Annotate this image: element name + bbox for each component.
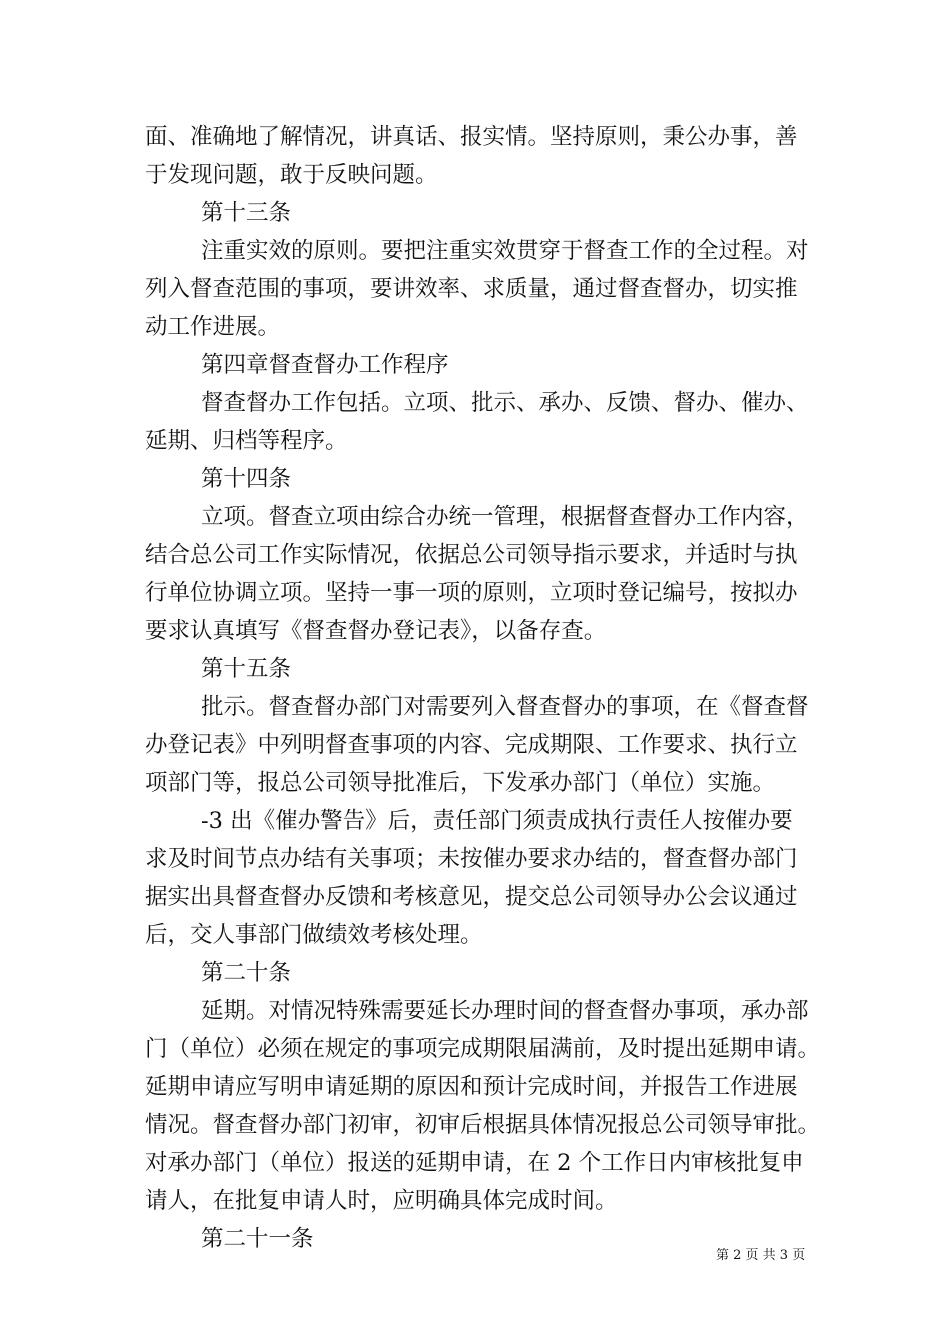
text-line: 督查督办工作包括。立项、批示、承办、反馈、督办、催办、 (201, 390, 809, 416)
text-line: 动工作进展。 (145, 314, 281, 340)
document-body (145, 118, 825, 1258)
text-line: 于发现问题，敢于反映问题。 (145, 162, 438, 188)
text-line: -3 出《催办警告》后，责任部门须责成执行责任人按催办要 (201, 808, 793, 834)
text-line: 请人，在批复申请人时，应明确具体完成时间。 (145, 1188, 618, 1214)
text-line: 门（单位）必须在规定的事项完成期限届满前，及时提出延期申请。 (145, 1036, 821, 1062)
text-line: 对承办部门（单位）报送的延期申请，在 2 个工作日内审核批复申 (145, 1150, 804, 1176)
article-heading: 第十四条 (201, 466, 292, 492)
text-line: 注重实效的原则。要把注重实效贯穿于督查工作的全过程。对 (201, 238, 809, 264)
text-line: 立项。督查立项由综合办统一管理，根据督查督办工作内容， (201, 504, 809, 530)
text-line: 延期申请应写明申请延期的原因和预计完成时间，并报告工作进展 (145, 1074, 798, 1100)
text-line: 办登记表》中列明督查事项的内容、完成期限、工作要求、执行立 (145, 732, 798, 758)
chapter-heading: 第四章督查督办工作程序 (201, 352, 449, 378)
article-heading: 第十三条 (201, 200, 292, 226)
text-line: 面、准确地了解情况，讲真话、报实情。坚持原则，秉公办事，善 (145, 124, 798, 150)
text-line: 行单位协调立项。坚持一事一项的原则，立项时登记编号，按拟办 (145, 580, 798, 606)
text-line: 情况。督查督办部门初审，初审后根据具体情况报总公司领导审批。 (145, 1112, 821, 1138)
text-line: 要求认真填写《督查督办登记表》，以备存查。 (145, 618, 607, 644)
text-line: 延期、归档等程序。 (145, 428, 348, 454)
article-heading: 第二十条 (201, 960, 292, 986)
text-line: 项部门等，报总公司领导批准后，下发承办部门（单位）实施。 (145, 770, 776, 796)
text-line: 批示。督查督办部门对需要列入督查督办的事项，在《督查督 (201, 694, 809, 720)
page-number-footer: 第 2 页 共 3 页 (716, 1248, 806, 1263)
text-line: 据实出具督查督办反馈和考核意见，提交总公司领导办公会议通过 (145, 884, 798, 910)
text-line: 求及时间节点办结有关事项；未按催办要求办结的，督查督办部门 (145, 846, 798, 872)
text-line: 延期。对情况特殊需要延长办理时间的督查督办事项，承办部 (201, 998, 809, 1024)
text-line: 列入督查范围的事项，要讲效率、求质量，通过督查督办，切实推 (145, 276, 798, 302)
article-heading: 第十五条 (201, 656, 292, 682)
text-line: 后，交人事部门做绩效考核处理。 (145, 922, 483, 948)
article-heading: 第二十一条 (201, 1226, 314, 1252)
text-line: 结合总公司工作实际情况，依据总公司领导指示要求，并适时与执 (145, 542, 798, 568)
